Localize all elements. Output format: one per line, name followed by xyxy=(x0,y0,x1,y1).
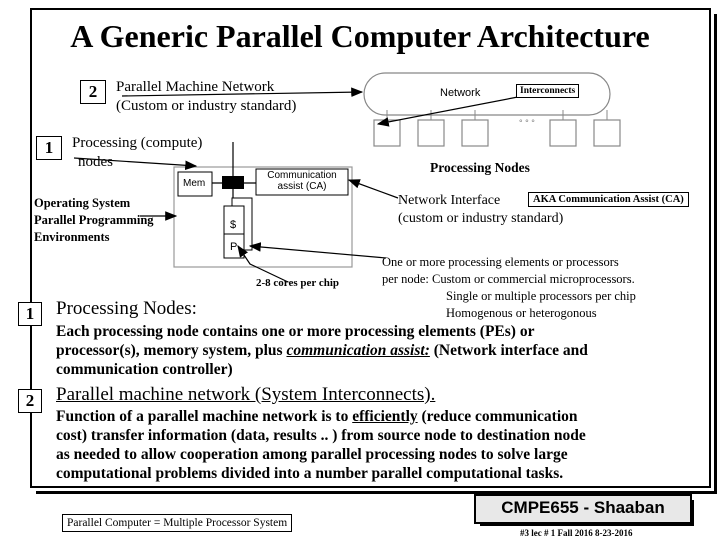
pe-note-3: Single or multiple processors per chip xyxy=(446,289,636,303)
processing-compute-line2: nodes xyxy=(78,154,113,170)
section1-line2 xyxy=(56,341,588,360)
section2-line1a: Function of a parallel machine network is to xyxy=(56,408,353,425)
section2-body xyxy=(56,407,586,483)
section2-number: 2 xyxy=(18,389,42,413)
os-label-2: Parallel Programming xyxy=(34,213,154,227)
interconnects-label: Interconnects xyxy=(516,84,579,98)
aka-comm-assist-label: AKA Communication Assist (CA) xyxy=(528,192,689,207)
section1-line2c: (Network interface and xyxy=(429,342,588,359)
footer-definition: Parallel Computer = Multiple Processor System xyxy=(62,514,292,532)
pe-note-1: One or more processing elements or processors xyxy=(382,255,619,269)
comm-assist-label-line2: assist (CA) xyxy=(277,181,327,192)
section1-line1: Each processing node contains one or more processing elements (PEs) or xyxy=(56,323,535,340)
os-label-1: Operating System xyxy=(34,196,131,210)
processing-compute-line1: Processing (compute) xyxy=(72,135,203,151)
network-label-line2: (Custom or industry standard) xyxy=(116,98,297,114)
network-label-line1: Parallel Machine Network xyxy=(116,79,275,95)
cores-label: 2-8 cores per chip xyxy=(256,277,339,289)
network-ellipsis: ° ° ° xyxy=(519,118,535,128)
course-tag: CMPE655 - Shaaban xyxy=(474,494,692,524)
section1-heading: Processing Nodes: xyxy=(56,298,197,319)
section1-body xyxy=(56,322,588,379)
slide-title: A Generic Parallel Computer Architecture xyxy=(70,18,650,54)
pe-note-2: per node: Custom or commercial microprocessors. xyxy=(382,272,635,286)
pe-note-4: Homogenous or heterogonous xyxy=(446,306,597,320)
mem-label: Mem xyxy=(183,178,206,189)
ni-arrow xyxy=(349,180,398,198)
os-labels xyxy=(34,195,154,246)
section1-number: 1 xyxy=(18,302,42,326)
pe-notes xyxy=(382,254,636,322)
section1-line2a: processor(s), memory system, plus xyxy=(56,342,287,359)
section2-line2: cost) transfer information (data, results .. ) from source node to destination node xyxy=(56,427,586,444)
section2-line1 xyxy=(56,407,586,426)
section2-line4: computational problems divided into a number parallel computational tasks. xyxy=(56,465,564,482)
section2-heading: Parallel machine network (System Interconnects). xyxy=(56,384,436,405)
network-interface-line1: Network Interface xyxy=(398,193,501,208)
network-cloud-label: Network xyxy=(440,87,481,99)
item-number-2: 2 xyxy=(80,80,106,104)
network-interface-line2: (custom or industry standard) xyxy=(398,211,564,226)
section2-line3: as needed to allow cooperation among parallel processing nodes to solve large xyxy=(56,446,568,463)
comm-assist-label-line1: Communication xyxy=(267,170,337,181)
network-nodes xyxy=(374,120,620,146)
section1-comm-assist: communication assist: xyxy=(286,342,430,359)
os-label-3: Environments xyxy=(34,230,110,244)
cache-label: $ xyxy=(230,219,237,231)
slide-info: #3 lec # 1 Fall 2016 8-23-2016 xyxy=(520,528,633,538)
section2-line1c: (reduce communication xyxy=(417,408,578,425)
processor-label: P xyxy=(230,241,238,253)
processing-nodes-label: Processing Nodes xyxy=(430,160,530,175)
section2-efficiently: efficiently xyxy=(352,408,418,425)
section1-line3: communication controller) xyxy=(56,361,233,378)
nodes-arrow xyxy=(74,158,196,166)
network-arrow xyxy=(122,92,362,96)
item-number-1: 1 xyxy=(36,136,62,160)
